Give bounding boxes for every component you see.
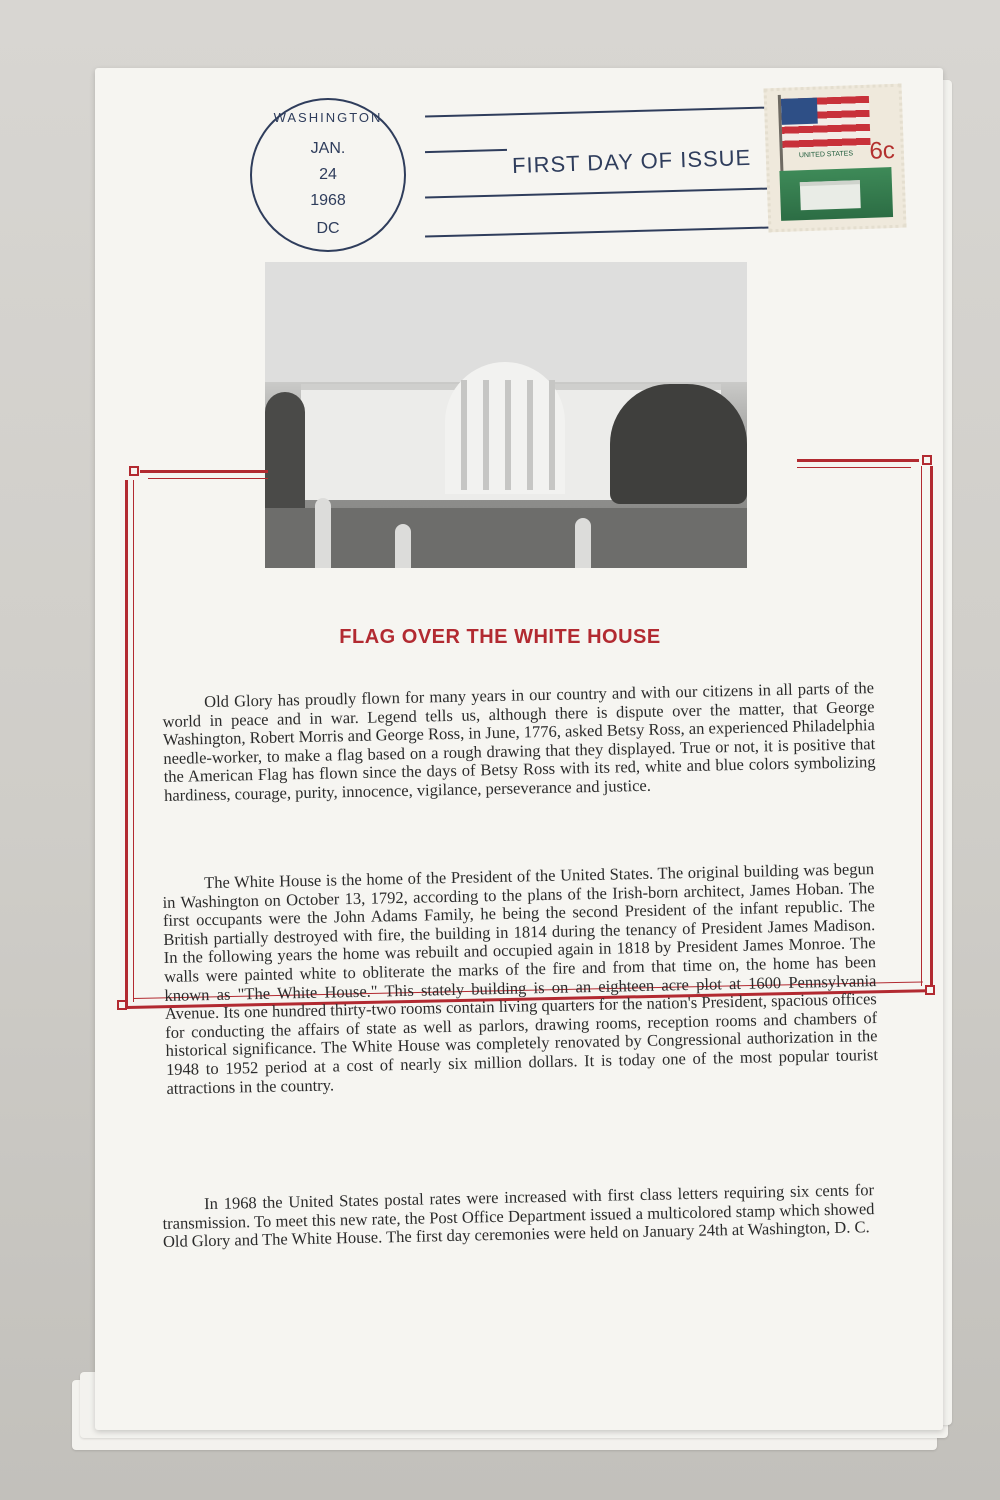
photo-lawn (265, 508, 747, 568)
postage-stamp (764, 84, 907, 233)
frame-corner-ornament (129, 466, 139, 476)
postmark-state: DC (316, 220, 340, 237)
photo-column (549, 380, 555, 490)
postmark-month: JAN. (310, 140, 346, 157)
frame-corner-ornament (922, 455, 932, 465)
frame-corner-ornament (117, 1000, 127, 1010)
paragraph-stamp-issue: In 1968 the United States postal rates were increased with first class letters requiring six cents for transmission. To meet this new rate, the Post Office Department issued a multicolored stamp which showed Old Glory and The White House. The first day ceremonies were held on January 24th at Washington, D. C. (162, 1180, 875, 1252)
photo-column (505, 380, 511, 490)
photo-column (527, 380, 533, 490)
frame-corner-ornament (925, 985, 935, 995)
frame-right-inner (921, 466, 922, 986)
frame-right (930, 466, 933, 990)
postmark-day: 24 (319, 166, 337, 183)
stamp-denomination: 6c (868, 136, 896, 165)
frame-top-left (140, 470, 268, 473)
article-title: FLAG OVER THE WHITE HOUSE (339, 626, 661, 648)
white-house-photo (265, 262, 747, 568)
first-day-of-issue-slogan: FIRST DAY OF ISSUE (511, 144, 752, 179)
postmark-city: WASHINGTON (273, 110, 383, 125)
photo-fountain (575, 518, 591, 568)
postmark-year: 1968 (310, 192, 346, 209)
paragraph-flag-history: Old Glory has proudly flown for many years in our country and with our citizens in all parts of the world in peace and in war. Legend tells us, although there is dispute over the matter, that George Washington, Robert Morris and George Ross, in June, 1776, asked Betsy Ross, an experienced Philadelphia needle-worker, to make a flag based on a rough drawing that they displayed. True or not, it is positive that the American Flag has flown since the days of Betsy Ross with its red, white and blue colors symbolizing hardiness, courage, purity, innocence, vigilance, perseverance and justice. (162, 678, 876, 805)
photo-column (483, 380, 489, 490)
frame-top-right-inner (797, 467, 911, 468)
flag-union (781, 98, 818, 125)
photo-column (461, 380, 467, 490)
postmark (250, 98, 406, 252)
photo-fountain (395, 524, 411, 568)
frame-top-left-inner (148, 478, 268, 479)
white-house-icon (800, 180, 861, 210)
frame-left (125, 480, 128, 1008)
stamp-country: UNITED STATES (798, 150, 854, 160)
photo-tree (610, 384, 747, 504)
photo-fountain (315, 498, 331, 568)
frame-top-right (797, 459, 919, 462)
paragraph-white-house: The White House is the home of the President of the United States. The original building was begun in Washington on October 13, 1792, according to the plans of the Irish-born architect, James Hoban. The first occupants were the John Adams Family, he being the second President of the infant republic. The British partially destroyed with fire, the building in 1814 during the tenancy of President James Madison. In the following years the home was rebuilt and occupied again in 1818 by President James Monroe. The walls were painted white to obliterate the marks of the fire and from that time on, the home has been known as "The White House." This stately building is on an eighteen acre plot at 1600 Pennsylvania Avenue. Its one hundred thirty-two rooms contain living quarters for the nation's President, spacious offices for conducting the affairs of state as well as parlors, drawing rooms, reception rooms and chambers of historical significance. The White House was completely renovated by Congressional authorization in the 1948 to 1952 period at a cost of nearly six million dollars. It is today one of the most popular tourist attractions in the country. (162, 859, 879, 1098)
frame-left-inner (133, 480, 134, 1002)
